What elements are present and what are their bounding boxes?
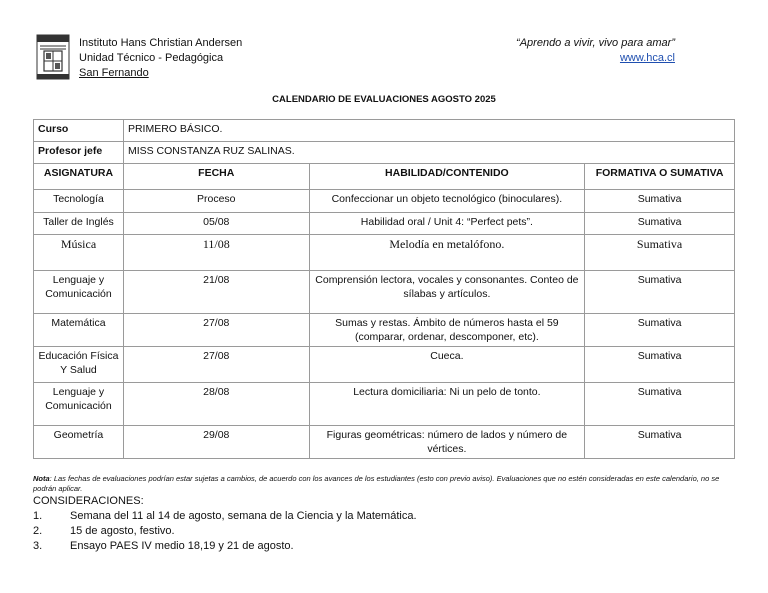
- motto-block: [516, 36, 675, 66]
- city-name: San Fernando: [79, 67, 149, 79]
- column-header: HABILIDAD/CONTENIDO: [309, 164, 585, 190]
- cell-asignatura: Tecnología: [34, 190, 124, 213]
- page-title: CALENDARIO DE EVALUACIONES AGOSTO 2025: [272, 94, 496, 105]
- table-row: [34, 190, 735, 213]
- table-row: [34, 426, 735, 459]
- table-row: [34, 314, 735, 347]
- table-row: [34, 213, 735, 235]
- cell-tipo: Sumativa: [585, 426, 735, 459]
- column-header: FECHA: [123, 164, 309, 190]
- footnote-label: Nota: [33, 474, 50, 483]
- list-number: 2.: [33, 525, 43, 537]
- profesor-value: MISS CONSTANZA RUZ SALINAS.: [123, 142, 734, 164]
- list-number: 1.: [33, 510, 43, 522]
- column-header: ASIGNATURA: [34, 164, 124, 190]
- cell-contenido: Figuras geométricas: número de lados y número de vértices.: [309, 426, 585, 459]
- table-header-row: [34, 164, 735, 190]
- cell-tipo: Sumativa: [585, 190, 735, 213]
- list-text: Semana del 11 al 14 de agosto, semana de la Ciencia y la Matemática.: [70, 510, 417, 522]
- profesor-row: [34, 142, 735, 164]
- unit-name: Unidad Técnico - Pedagógica: [79, 52, 224, 64]
- footnote: [33, 474, 737, 494]
- cell-fecha: 28/08: [123, 383, 309, 426]
- list-text: 15 de agosto, festivo.: [70, 525, 175, 537]
- curso-value: PRIMERO BÁSICO.: [123, 120, 734, 142]
- table-row: [34, 271, 735, 314]
- cell-contenido: Comprensión lectora, vocales y consonantes. Conteo de sílabas y artículos.: [309, 271, 585, 314]
- cell-asignatura: Lenguaje y Comunicación: [34, 383, 124, 426]
- list-text: Ensayo PAES IV medio 18,19 y 21 de agosto.: [70, 540, 294, 552]
- cell-contenido: Cueca.: [309, 347, 585, 383]
- cell-contenido: Habilidad oral / Unit 4: “Perfect pets”.: [309, 213, 585, 235]
- considerations-block: [33, 494, 417, 554]
- institution-block: [79, 36, 242, 81]
- cell-tipo: Sumativa: [585, 271, 735, 314]
- list-item: [33, 539, 417, 554]
- cell-contenido: Sumas y restas. Ámbito de números hasta el 59 (comparar, ordenar, descomponer, etc).: [309, 314, 585, 347]
- website-link[interactable]: www.hca.cl: [619, 52, 675, 64]
- school-crest-icon: [36, 34, 70, 80]
- evaluations-table: [33, 119, 735, 459]
- cell-tipo: Sumativa: [585, 383, 735, 426]
- cell-tipo: Sumativa: [585, 347, 735, 383]
- curso-label: Curso: [34, 120, 124, 142]
- cell-contenido: Lectura domiciliaria: Ni un pelo de tonto.: [309, 383, 585, 426]
- cell-fecha: 11/08: [123, 235, 309, 271]
- cell-fecha: 29/08: [123, 426, 309, 459]
- table-row: [34, 235, 735, 271]
- table-row: [34, 383, 735, 426]
- list-item: [33, 524, 417, 539]
- cell-fecha: 21/08: [123, 271, 309, 314]
- cell-asignatura: Música: [34, 235, 124, 271]
- cell-asignatura: Educación Física Y Salud: [34, 347, 124, 383]
- column-header: FORMATIVA O SUMATIVA: [585, 164, 735, 190]
- cell-asignatura: Geometría: [34, 426, 124, 459]
- profesor-label: Profesor jefe: [34, 142, 124, 164]
- footnote-text: : Las fechas de evaluaciones podrían estar sujetas a cambios, de acuerdo con los avances de los estudiantes (esto con previo aviso). Evaluaciones que no estén consideradas en este calendario, no se podrán aplicar.: [33, 474, 720, 493]
- cell-asignatura: Taller de Inglés: [34, 213, 124, 235]
- cell-fecha: 05/08: [123, 213, 309, 235]
- cell-tipo: Sumativa: [585, 213, 735, 235]
- cell-tipo: Sumativa: [585, 235, 735, 271]
- institution-name: Instituto Hans Christian Andersen: [79, 37, 243, 49]
- cell-asignatura: Matemática: [34, 314, 124, 347]
- cell-fecha: 27/08: [123, 347, 309, 383]
- cell-fecha: Proceso: [123, 190, 309, 213]
- motto-text: “Aprendo a vivir, vivo para amar”: [516, 37, 675, 49]
- cell-tipo: Sumativa: [585, 314, 735, 347]
- cell-contenido: Melodía en metalófono.: [309, 235, 585, 271]
- cell-asignatura: Lenguaje y Comunicación: [34, 271, 124, 314]
- cell-fecha: 27/08: [123, 314, 309, 347]
- cell-contenido: Confeccionar un objeto tecnológico (binoculares).: [309, 190, 585, 213]
- considerations-title: CONSIDERACIONES:: [33, 495, 144, 507]
- curso-row: [34, 120, 735, 142]
- table-row: [34, 347, 735, 383]
- list-item: [33, 509, 417, 524]
- list-number: 3.: [33, 540, 43, 552]
